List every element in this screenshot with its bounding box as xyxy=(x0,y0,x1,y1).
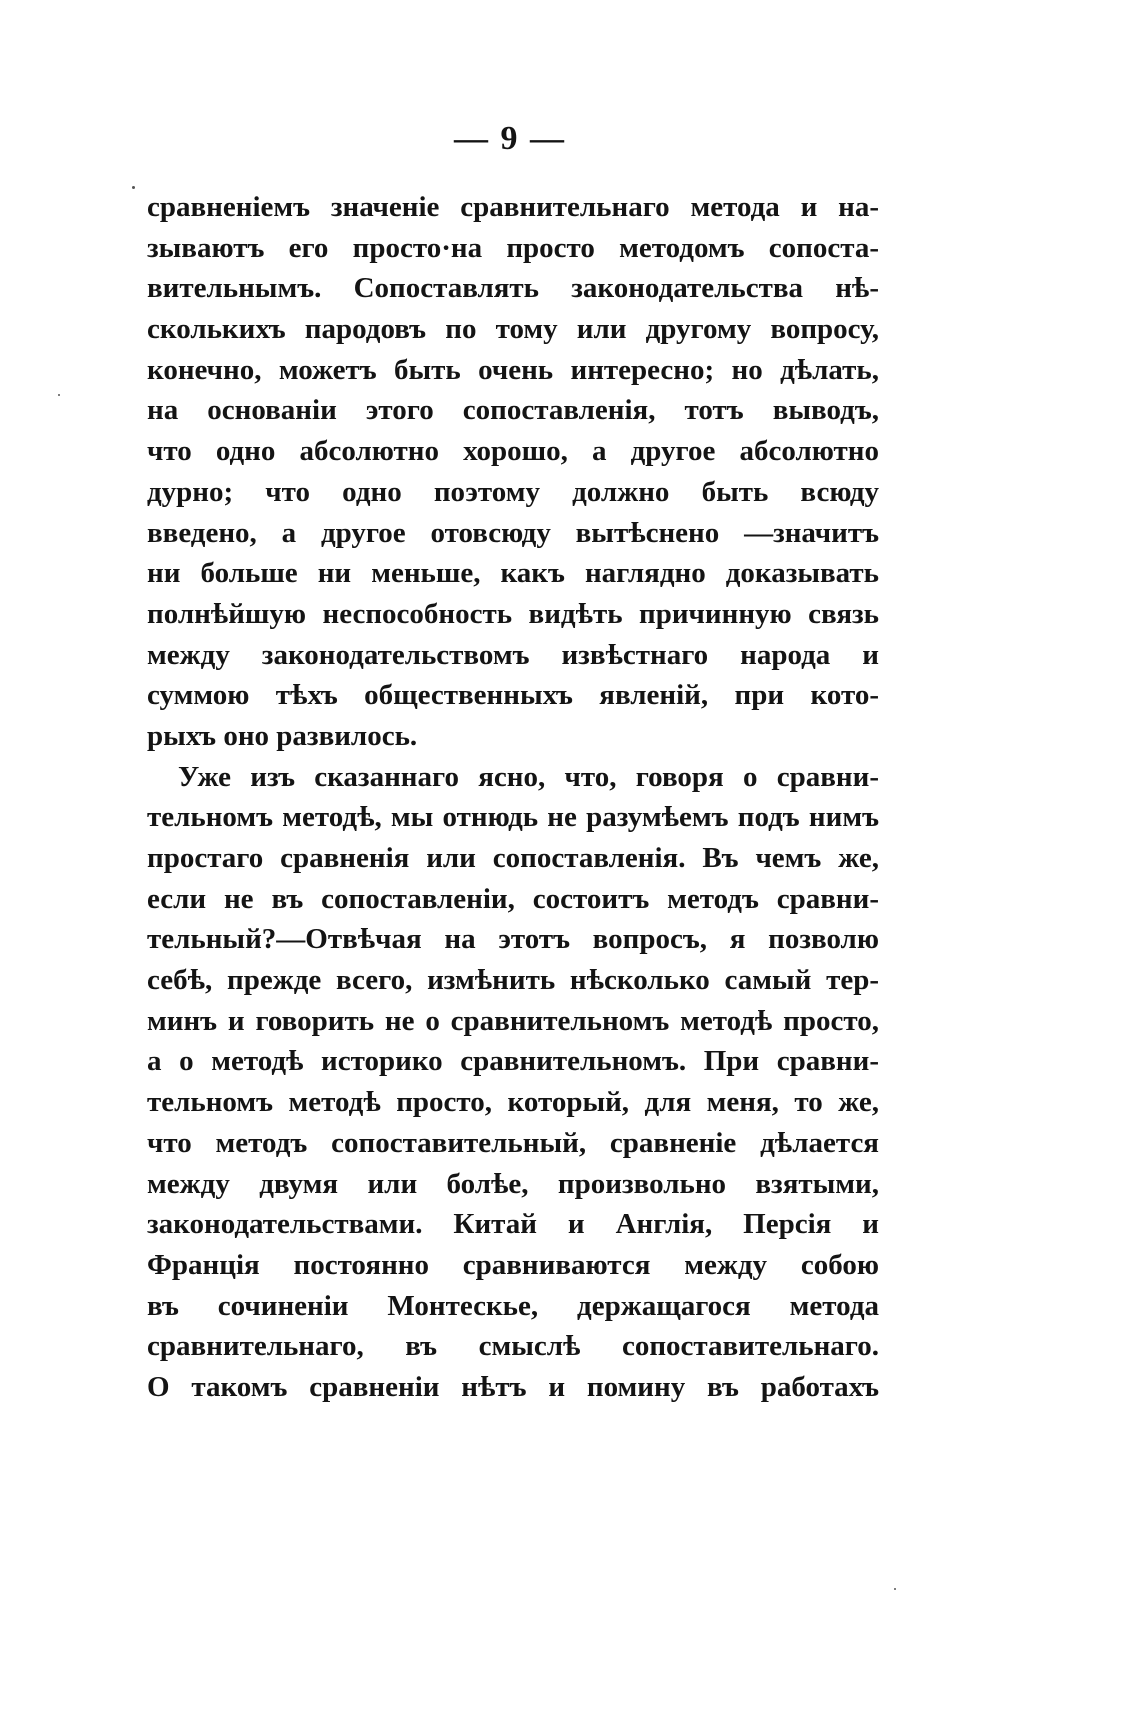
text-line: зываютъ его просто·на просто методомъ сопоста- xyxy=(147,231,879,264)
text-line: суммою тѣхъ общественныхъ явленій, при кото- xyxy=(147,679,879,712)
text-line: тельномъ методѣ, мы отнюдь не разумѣемъ подъ нимъ xyxy=(147,801,879,834)
scan-speck xyxy=(58,394,60,396)
text-line: сколькихъ пародовъ по тому или другому вопросу, xyxy=(147,313,879,346)
text-line: сравненіемъ значеніе сравнительнаго метода и на- xyxy=(147,191,879,223)
text-line: конечно, можетъ быть очень интересно; но дѣлать, xyxy=(147,353,879,386)
text-line: себѣ, прежде всего, измѣнить нѣсколько самый тер- xyxy=(147,964,879,997)
text-line: простаго сравненія или сопоставленія. Въ чемъ же, xyxy=(147,842,879,874)
text-line: что методъ сопоставительный, сравненіе дѣлается xyxy=(147,1126,879,1159)
text-line: О такомъ сравненіи нѣтъ и помину въ работахъ xyxy=(147,1370,879,1403)
text-line: Франція постоянно сравниваются между собою xyxy=(147,1248,879,1281)
text-line: между законодательствомъ извѣстнаго народа и xyxy=(147,638,879,671)
text-line: если не въ сопоставленіи, состоитъ методъ сравни- xyxy=(147,882,879,915)
text-line: сравнительнаго, въ смыслѣ сопоставительнаго. xyxy=(147,1330,879,1363)
text-line: дурно; что одно поэтому должно быть всюду xyxy=(147,475,879,508)
text-line: вительнымъ. Сопоставлять законодательства нѣ- xyxy=(147,272,879,305)
text-line: въ сочиненіи Монтескье, держащагося метода xyxy=(147,1289,879,1322)
text-line: ни больше ни меньше, какъ наглядно доказывать xyxy=(147,557,879,590)
text-line: что одно абсолютно хорошо, а другое абсолютно xyxy=(147,435,879,468)
text-line: рыхъ оно развилось. xyxy=(147,719,418,752)
text-line: тельномъ методѣ просто, который, для меня, то же, xyxy=(147,1086,879,1119)
text-line: а о методѣ историко сравнительномъ. При сравни- xyxy=(147,1045,879,1078)
scan-speck xyxy=(894,1588,896,1590)
scan-speck xyxy=(132,186,135,189)
text-line: между двумя или болѣе, произвольно взятыми, xyxy=(147,1167,879,1200)
page-number: — 9 — xyxy=(454,120,566,157)
text-line: тельный?—Отвѣчая на этотъ вопросъ, я позволю xyxy=(147,923,879,956)
body-text xyxy=(147,187,879,1408)
text-line: введено, а другое отовсюду вытѣснено —значитъ xyxy=(147,516,879,549)
text-line: на основаніи этого сопоставленія, тотъ выводъ, xyxy=(147,394,879,427)
text-line: Уже изъ сказаннаго ясно, что, говоря о сравни- xyxy=(178,760,879,793)
text-line: полнѣйшую неспособность видѣть причинную связь xyxy=(147,597,879,630)
text-line: минъ и говорить не о сравнительномъ методѣ просто, xyxy=(147,1004,879,1037)
text-line: законодательствами. Китай и Англія, Персія и xyxy=(147,1208,879,1241)
